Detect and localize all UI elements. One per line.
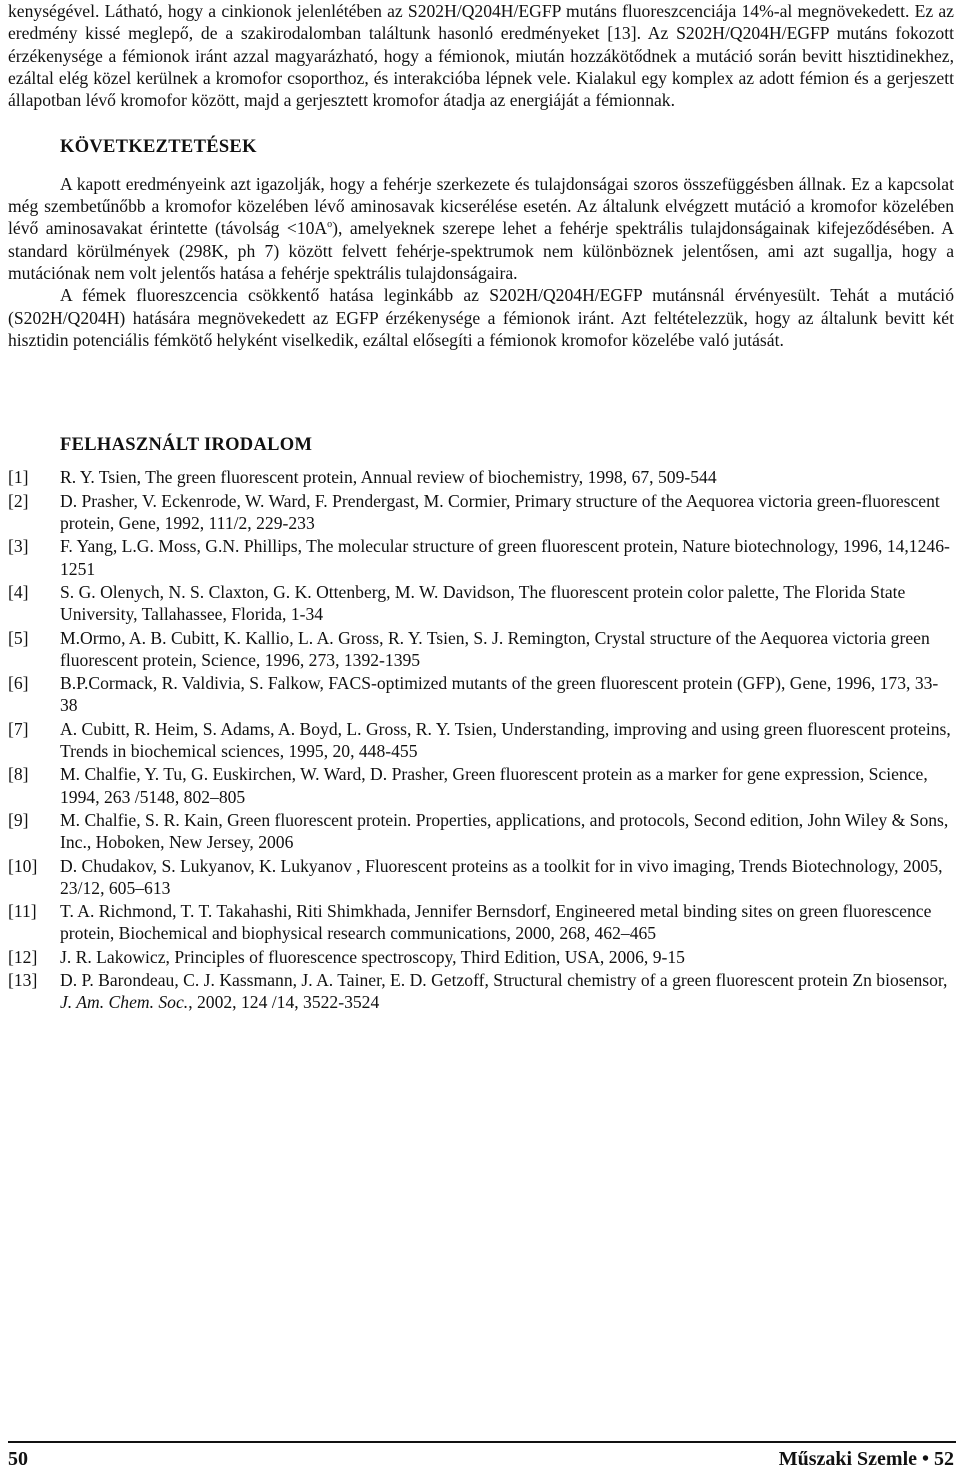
conclusions-heading: KÖVETKEZTETÉSEK xyxy=(60,137,257,158)
reference-text: F. Yang, L.G. Moss, G.N. Phillips, The molecular structure of green fluorescent protein, Nature biotechnology, 1996, 14,1246-1251 xyxy=(60,536,950,579)
reference-number: [3] xyxy=(8,536,29,557)
degree-superscript: o xyxy=(327,219,333,231)
reference-text: D. Prasher, V. Eckenrode, W. Ward, F. Prendergast, M. Cormier, Primary structure of the Aequorea victoria green-fluorescent protein, Gene, 1992, 111/2, 229-233 xyxy=(60,490,940,534)
reference-text: M. Chalfie, S. R. Kain, Green fluorescent protein. Properties, applications, and protocols, Second edition, John Wiley & Sons, Inc., Hoboken, New Jersey, 2006 xyxy=(60,809,949,853)
page-content xyxy=(8,0,954,1015)
reference-number: [12] xyxy=(8,946,38,967)
body-paragraph: kenységével. Látható, hogy a cinkionok jelenlétében az S202H/Q204H/EGFP mutáns fluoreszcenciája 14%-al megnövekedett. Ez az eredmény kissé meglepő, de a szakirodalomban találtunk hasonló eredményeket [13]. Az S202H/Q204H/EGFP mutáns fokozott érzékenysége a fémionok iránt azzal magyarázható, hogy a fémionok, miután hozzákötődnek a mutáció során bevitt hisztidinekhez, ezáltal elég közel kerülnek a kromofor csoporthoz, és interakcióba lépnek vele. Kialakul egy komplex az adott fémion és a gerjeszett állapotban lévő kromofor között, majd a gerjesztett kromofor átadja az energiáját a fémionnak. xyxy=(8,1,954,111)
reference-text: J. R. Lakowicz, Principles of fluorescence spectroscopy, Third Edition, USA, 2006, 9-15 xyxy=(60,946,685,967)
references-list xyxy=(8,466,954,1013)
reference-item xyxy=(8,466,954,488)
reference-number: [8] xyxy=(8,764,29,785)
reference-item xyxy=(8,535,954,580)
reference-item xyxy=(8,627,954,672)
reference-text: R. Y. Tsien, The green fluorescent protein, Annual review of biochemistry, 1998, 67, 509-544 xyxy=(60,467,717,488)
reference-number: [1] xyxy=(8,467,29,488)
reference-item xyxy=(8,763,954,808)
conclusions-paragraph-2: A fémek fluoreszcencia csökkentő hatása leginkább az S202H/Q204H/EGFP mutánsnál érvényesült. Tehát a mutáció (S202H/Q204H) hatására megnövekedett az EGFP érzékenysége a fémionok iránt. Azt feltételezzük, hogy az általunk bevitt két hisztidin potenciális fémkötő helyként viselkedik, ezáltal elősegíti a fémionok kromofor közelébe való jutását. xyxy=(8,285,954,350)
reference-number: [7] xyxy=(8,718,29,739)
reference-number: [10] xyxy=(8,855,38,876)
reference-item xyxy=(8,718,954,763)
reference-number: [4] xyxy=(8,581,29,602)
reference-number: [2] xyxy=(8,490,29,511)
reference-text: S. G. Olenych, N. S. Claxton, G. K. Ottenberg, M. W. Davidson, The fluorescent protein color palette, The Florida State University, Tallahassee, Florida, 1-34 xyxy=(60,581,906,625)
reference-number: [13] xyxy=(8,969,38,990)
conclusions-text-1b: ), amelyeknek szerepe lehet a fehérje spektrális tulajdonságainak kifejeződésében. A standard körülmények (298K, ph 7) között felvett fehérje-spektrumok nem különböznek jelentősen, ami azt sugallja, hogy a mutációnak nem volt jelentős hatása a fehérje spektrális tulajdonságaira. xyxy=(8,218,954,283)
reference-item xyxy=(8,809,954,854)
reference-item xyxy=(8,946,954,968)
page-number: 50 xyxy=(8,1448,28,1470)
conclusions-text-1a: A kapott eredményeink azt igazolják, hogy a fehérje szerkezete és tulajdonságai szoros összefüggésben állnak. Ez a kapcsolat még szembetűnőbb a kromofor közelében lévő aminosavak kicserélése esetén. Az általunk elvégzett mutáció a kromofor közelében lévő aminosavakat érintette (távolság <10A xyxy=(8,173,954,239)
reference-text: T. A. Richmond, T. T. Takahashi, Riti Shimkhada, Jennifer Bernsdorf, Engineered metal binding sites on green fluorescence protein, Biochemical and biophysical research communications, 2000, 268, 462–465 xyxy=(60,901,932,944)
reference-text: D. Chudakov, S. Lukyanov, K. Lukyanov , Fluorescent proteins as a toolkit for in vivo imaging, Trends Biotechnology, 2005, 23/12, 605–613 xyxy=(60,855,943,898)
reference-number: [6] xyxy=(8,673,29,694)
reference-number: [9] xyxy=(8,809,29,830)
reference-item xyxy=(8,672,954,717)
reference-text: M.Ormo, A. B. Cubitt, K. Kallio, L. A. Gross, R. Y. Tsien, S. J. Remington, Crystal structure of the Aequorea victoria green fluorescent protein, Science, 1996, 273, 1392-1395 xyxy=(60,627,930,670)
references-heading: FELHASZNÁLT IRODALOM xyxy=(60,435,313,456)
conclusions-paragraph-1 xyxy=(8,173,954,284)
reference-number: [5] xyxy=(8,627,29,648)
journal-name: Műszaki Szemle • 52 xyxy=(778,1448,954,1470)
reference-item xyxy=(8,900,954,945)
reference-item xyxy=(8,581,954,626)
reference-item xyxy=(8,855,954,900)
reference-number: [11] xyxy=(8,901,37,922)
reference-text: B.P.Cormack, R. Valdivia, S. Falkow, FACS-optimized mutants of the green fluorescent protein (GFP), Gene, 1996, 173, 33-38 xyxy=(60,673,939,716)
reference-text-tail: , 2002, 124 /14, 3522-3524 xyxy=(188,992,380,1013)
reference-item xyxy=(8,969,954,1014)
footer-divider xyxy=(8,1441,956,1443)
reference-item xyxy=(8,490,954,535)
reference-text-main: D. P. Barondeau, C. J. Kassmann, J. A. Tainer, E. D. Getzoff, Structural chemistry of a green fluorescent protein Zn biosensor, xyxy=(60,969,948,990)
reference-text: A. Cubitt, R. Heim, S. Adams, A. Boyd, L. Gross, R. Y. Tsien, Understanding, improving and using green fluorescent proteins, Trends in biochemical sciences, 1995, 20, 448-455 xyxy=(60,718,951,762)
reference-journal-italic: J. Am. Chem. Soc. xyxy=(60,992,189,1013)
reference-text xyxy=(60,969,954,1014)
reference-text: M. Chalfie, Y. Tu, G. Euskirchen, W. Ward, D. Prasher, Green fluorescent protein as a marker for gene expression, Science, 1994, 263 /5148, 802–805 xyxy=(60,764,928,807)
